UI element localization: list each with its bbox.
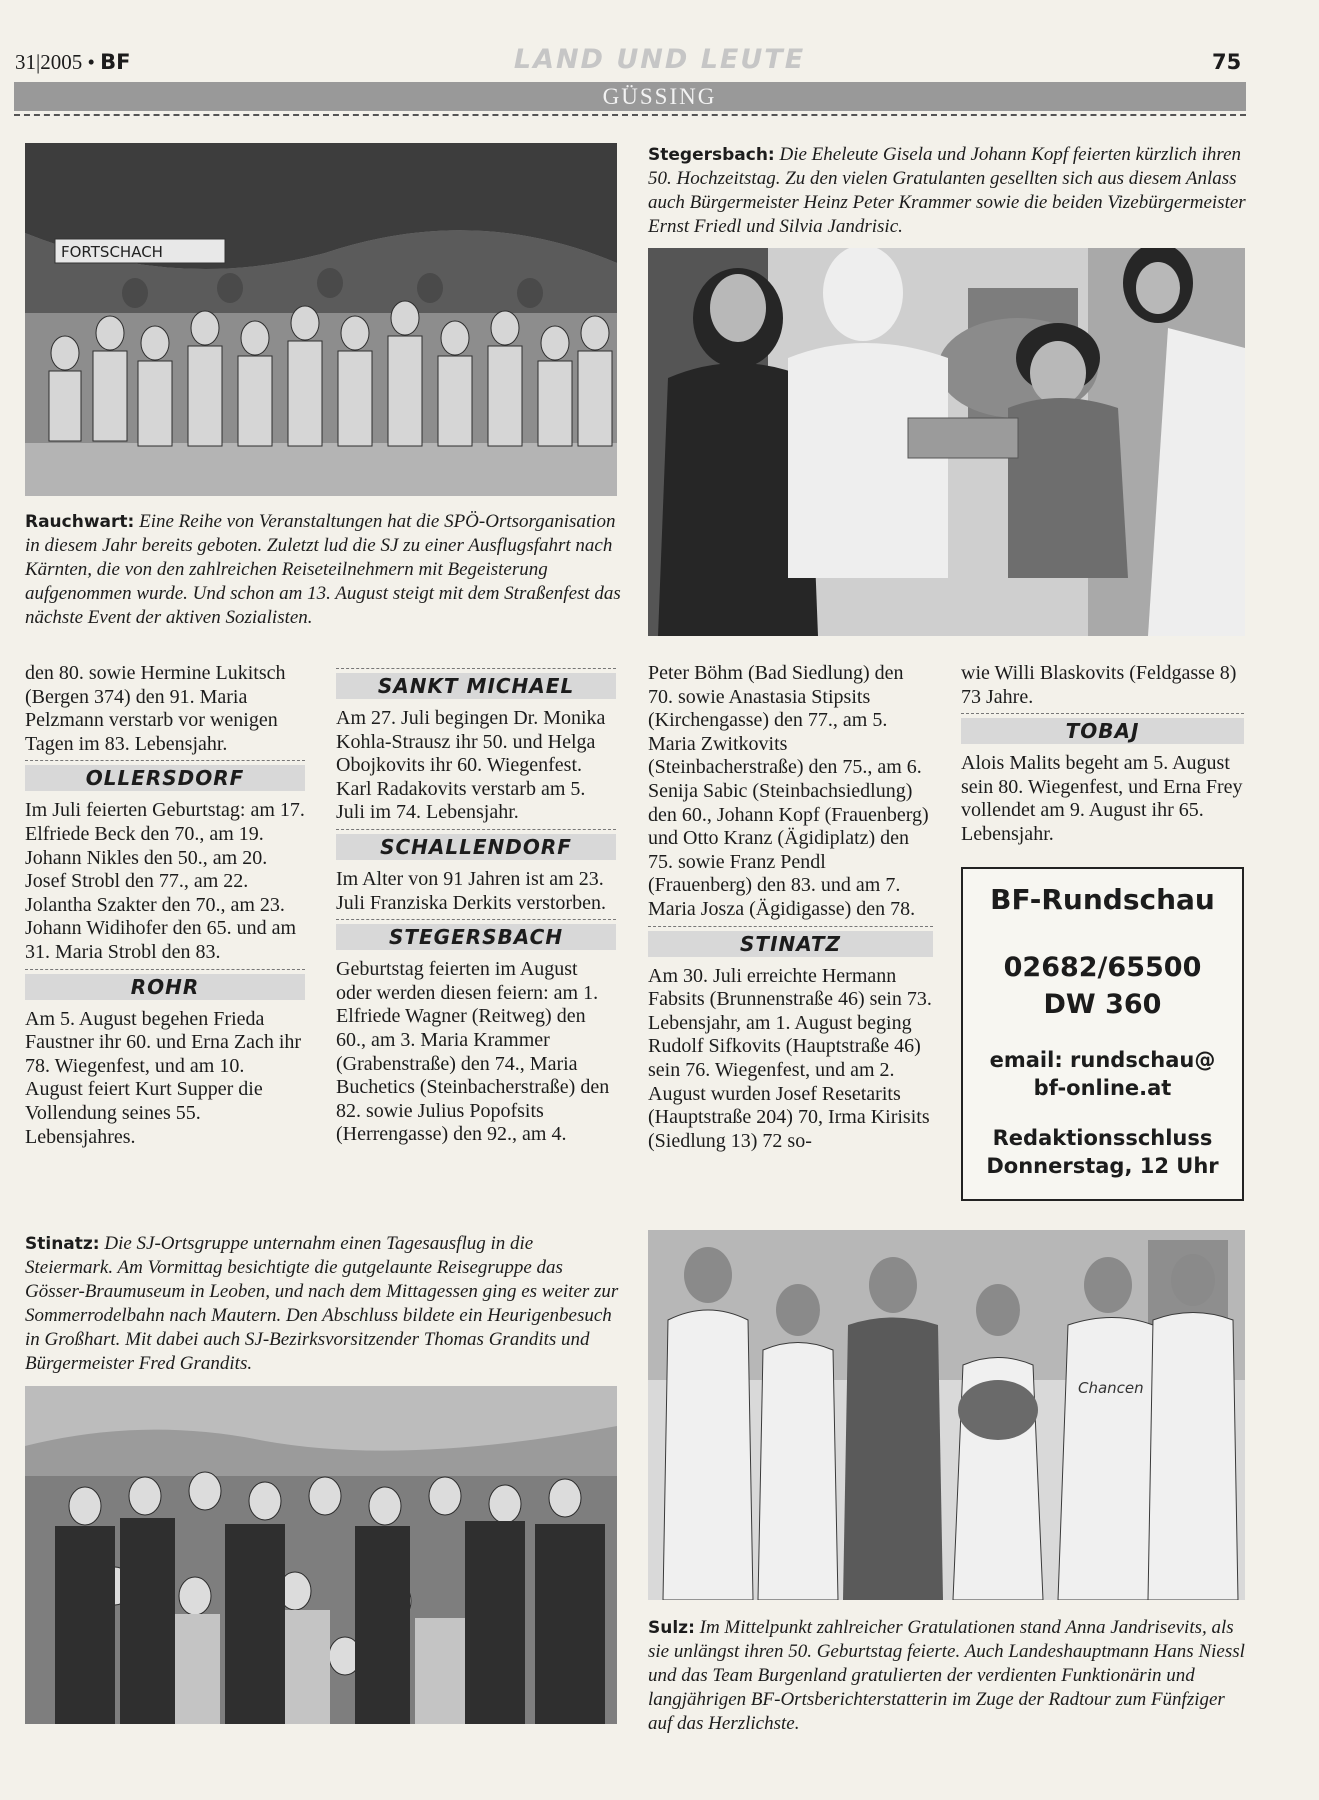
sankt-michael-text: Am 27. Juli begingen Dr. Monika Kohla-Strausz ihr 50. und Helga Obojkovits ihr 60. Wiegenfest. [336,707,606,777]
tobaj-text: Alois Malits begeht am 5. August sein 80. Wiegenfest, und Erna Frey vollendet am 9. August ihr 65. Lebensjahr. [961,752,1243,845]
sulz-caption: Sulz: Im Mittelpunkt zahlreicher Gratulationen stand Anna Jandrisevits, als sie unlängst ihren 50. Geburtstag feierte. Auch Landeshauptmann Hans Niessl und das Team Burgenland gratulierten der verdienten Funktionärin und langjährigen BF-Ortsberichterstatterin im Zuge der Radtour zum Fünfziger auf das Herzlichste. [648,1617,1245,1734]
box-phone: 02682/65500 [1003,952,1202,983]
shirt-text: Chancen [1078,1379,1144,1397]
box-deadline-line-2: Donnerstag, 12 Uhr [986,1154,1219,1178]
rauchwart-caption: Rauchwart: Eine Reihe von Veranstaltungen hat die SPÖ-Ortsorganisation in diesem Jahr bereits geboten. Zuletzt lud die SJ zu einer Ausflugsfahrt nach Kärnten, die von den zahlreichen Reiseteilnehmern mit Begeisterung aufgenommen wurde. Und schon am 13. August steigt mit dem Straßenfest das nächste Event der aktiven Sozialisten. [25,511,621,628]
header-divider [14,114,1246,116]
contact-box [961,867,1244,1201]
heading-ollersdorf: OLLERSDORF [25,760,305,793]
section-title: LAND UND LEUTE [513,44,806,75]
rauchwart-group-photo [25,143,617,496]
column-4-intro: wie Willi Blaskovits (Feldgasse 8) 73 Jahre. [961,662,1237,708]
issue-number: 31|2005 • BF [15,50,131,74]
heading-rohr: ROHR [25,969,305,1002]
column-2 [336,668,616,1147]
column-1-intro: den 80. sowie Hermine Lukitsch (Bergen 374) den 91. Maria Pelzmann verstarb vor wenigen Tagen im 83. Lebensjahr. [25,662,286,755]
heading-sankt-michael: SANKT MICHAEL [336,668,616,701]
sign-text: FORTSCHACH [61,243,163,261]
heading-tobaj: TOBAJ [961,713,1244,746]
page-number: 75 [1212,50,1242,74]
column-1 [25,662,305,1149]
ollersdorf-text: Im Juli feierten Geburtstag: am 17. Elfriede Beck den 70., am 19. Johann Nikles den 50., am 20. Josef Strobl den 77., am 22. Jolantha Szakter den 70., am 23. Johann Widihofer den 65. und am 31. Maria Strobl den 83. [25,799,305,963]
heading-stegersbach: STEGERSBACH [336,919,616,952]
region-title: GÜSSING [602,84,717,109]
sankt-michael-text-2: Karl Radakovits verstarb am 5. Juli im 74. Lebensjahr. [336,777,586,824]
box-email-line-2: bf-online.at [1033,1076,1172,1100]
stegersbach-caption: Stegersbach: Die Eheleute Gisela und Johann Kopf feierten kürzlich ihren 50. Hochzeitstag. Zu den vielen Gratulanten gesellten sich aus diesem Anlass auch Bürgermeister Heinz Peter Krammer sowie die beiden Vizebürgermeister Ernst Friedl und Silvia Jandrisic. [648,144,1246,237]
stegersbach-text: Geburtstag feierten im August oder werden diesen feiern: am 1. Elfriede Wagner (Reitweg) den 60., am 3. Maria Krammer (Grabenstraße) den 74., Maria Buchetics (Steinbacherstraße) den 82. sowie Julius Popofsits (Herrengasse) den 92., am 4. [336,958,610,1146]
stinatz-group-photo [25,1386,617,1724]
schallendorf-text: Im Alter von 91 Jahren ist am 23. Juli Franziska Derkits verstorben. [336,867,606,914]
box-extension: DW 360 [1043,989,1162,1020]
box-title: BF-Rundschau [990,883,1215,916]
stegersbach-couple-photo [648,248,1245,636]
rohr-text: Am 5. August begehen Frieda Faustner ihr 60. und Erna Zach ihr 78. Wiegenfest, und am 10. August feiert Kurt Supper die Vollendung seines 55. Lebensjahres. [25,1007,302,1148]
stinatz-caption: Stinatz: Die SJ-Ortsgruppe unternahm einen Tagesausflug in die Steiermark. Am Vormittag besichtigte die gutgelaunte Reisegruppe das Gösser-Braumuseum in Leoben, und nach dem Mittagessen ging es weiter zur Sommerrodelbahn nach Mautern. Den Abschluss bildete ein Heurigenbesuch in Großhart. Mit dabei auch SJ-Bezirksvorsitzender Thomas Grandits und Bürgermeister Fred Grandits. [25,1233,619,1374]
box-email-line-1: email: rundschau@ [989,1048,1216,1072]
column-4 [961,662,1244,847]
column-3 [648,662,933,1153]
sulz-photo [648,1230,1245,1600]
column-3-intro: Peter Böhm (Bad Siedlung) den 70. sowie Anastasia Stipsits (Kirchengasse) den 77., am 5. Maria Zwitkovits (Steinbacherstraße) den 75., am 6. Senija Sabic (Steinbachsiedlung) den 60., Johann Kopf (Frauenberg) und Otto Kranz (Ägidiplatz) den 75. sowie Franz Pendl (Frauenberg) den 83. und am 7. Maria Josza (Ägidigasse) den 78. [648,662,929,920]
heading-stinatz: STINATZ [648,926,933,959]
stinatz-text: Am 30. Juli erreichte Hermann Fabsits (Brunnenstraße 46) sein 73. Lebensjahr, am 1. August beging Rudolf Sifkovits (Hauptstraße 46) sein 76. Wiegenfest, und am 2. August wurden Josef Resetarits (Hauptstraße 204) 70, Irma Kirisits (Siedlung 13) 72 so- [648,964,932,1152]
box-deadline-line-1: Redaktionsschluss [992,1126,1213,1150]
heading-schallendorf: SCHALLENDORF [336,829,616,862]
